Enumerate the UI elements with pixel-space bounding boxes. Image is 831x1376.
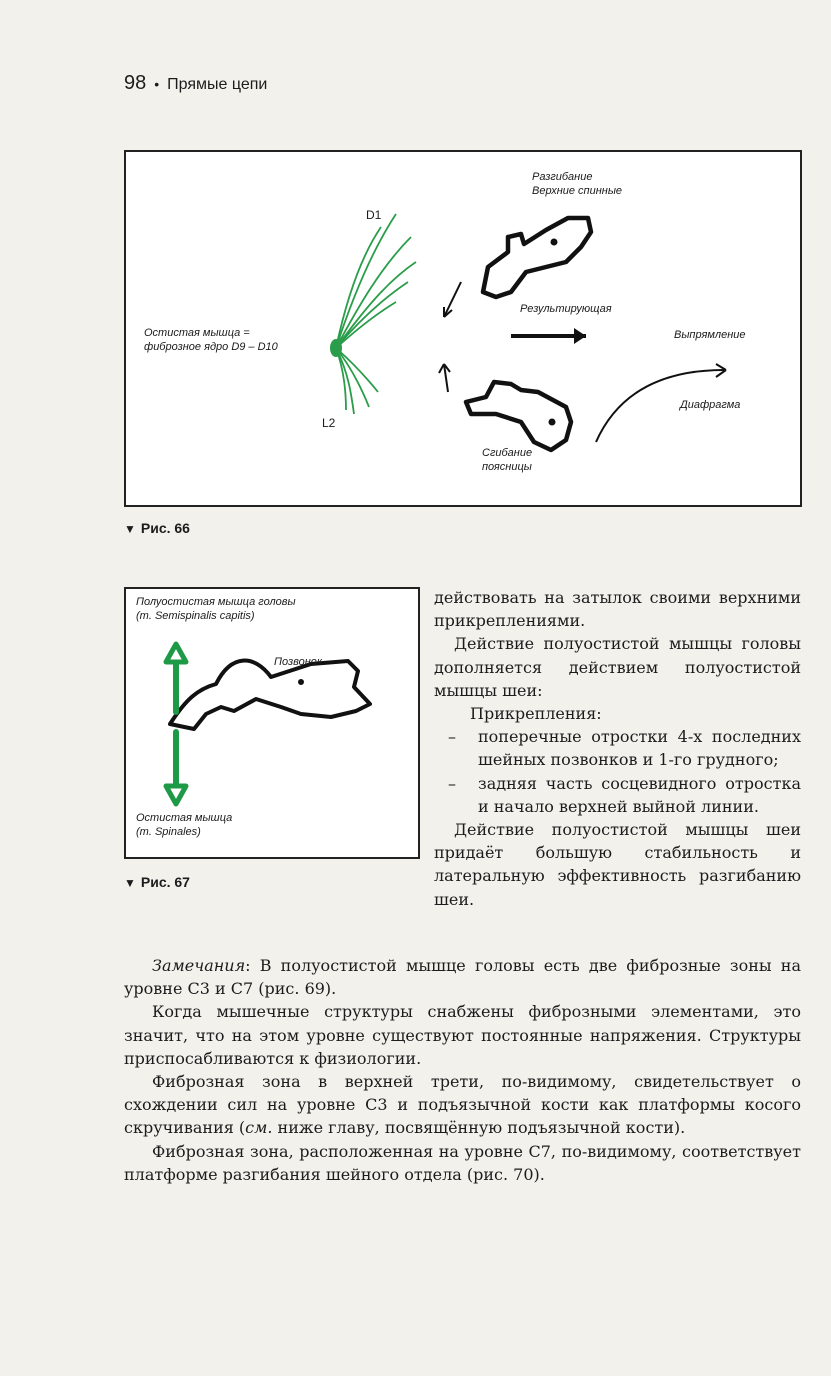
paragraph: Действие полуостистой мышцы головы дополняется действием полуостистой мышцы шеи: bbox=[434, 634, 801, 700]
page-number: 98 bbox=[124, 72, 147, 94]
label-l2: L2 bbox=[322, 416, 336, 430]
figure-66-caption: ▼ Рис. 66 bbox=[124, 520, 190, 536]
fibrous-core-icon bbox=[330, 339, 342, 357]
paragraph: Фиброзная зона в верхней трети, по-видимому, свидетельствует о схождении сил на уровне С3 и подъязычной кости как платформы косого скручивания (см. ниже главу, посвящённую подъязычной кости). bbox=[124, 1072, 801, 1138]
label-extension: Разгибание Верхние спинные bbox=[532, 171, 623, 197]
paragraph: Действие полуостистой мышцы шеи придаёт большую стабильность и латеральную эффективность разгибанию шеи. bbox=[434, 820, 801, 909]
label-resultant: Результирующая bbox=[520, 303, 612, 315]
label-lumbar-flexion: Сгибание поясницы bbox=[482, 447, 533, 473]
figure-67 bbox=[124, 587, 420, 859]
list-item: – поперечные отростки 4-х последних шейных позвонков и 1-го грудного; bbox=[448, 727, 801, 770]
label-spinales: Остистая мышца (m. Spinales) bbox=[136, 812, 233, 838]
attachments-list bbox=[434, 725, 801, 818]
figure-66 bbox=[124, 150, 802, 507]
right-column bbox=[434, 586, 801, 911]
remark-paragraph: Замечания: В полуостистой мышце головы есть две фиброзные зоны на уровне С3 и С7 (рис. 69). bbox=[124, 956, 801, 999]
figure-67-caption: ▼ Рис. 67 bbox=[124, 874, 190, 890]
result-arrow-icon bbox=[574, 328, 586, 344]
label-straightening: Выпрямление bbox=[674, 329, 746, 341]
label-spinal-muscle: Остистая мышца = фиброзное ядро D9 – D10 bbox=[144, 327, 278, 353]
upper-vertebra-icon bbox=[483, 218, 591, 297]
paragraph: Когда мышечные структуры снабжены фиброзными элементами, это значит, что на этом уровне существуют постоянные напряжения. Структуры приспосабливаются к физиологии. bbox=[124, 1002, 801, 1068]
label-d1: D1 bbox=[366, 208, 382, 222]
paragraph: Фиброзная зона, расположенная на уровне С7, по-видимому, соответствует платформе разгибания шейного отдела (рис. 70). bbox=[124, 1141, 801, 1184]
spinal-muscle-fibers bbox=[336, 214, 416, 414]
chapter-title: Прямые цепи bbox=[167, 76, 268, 93]
body-text bbox=[124, 954, 801, 1186]
lower-vertebra-icon bbox=[466, 382, 571, 450]
vertebra-icon bbox=[170, 661, 370, 729]
label-semispinalis-capitis: Полуостистая мышца головы (m. Semispinalis capitis) bbox=[136, 596, 296, 622]
list-item: – задняя часть сосцевидного отростка и начало верхней выйной линии. bbox=[448, 773, 801, 816]
running-header bbox=[124, 72, 267, 95]
attachments-label: Прикрепления: bbox=[470, 704, 602, 724]
label-diaphragm: Диафрагма bbox=[680, 399, 741, 411]
label-vertebra: Позвонок bbox=[274, 656, 323, 668]
header-separator: • bbox=[154, 76, 160, 92]
paragraph: действовать на затылок своими верхними прикреплениями. bbox=[434, 588, 801, 631]
